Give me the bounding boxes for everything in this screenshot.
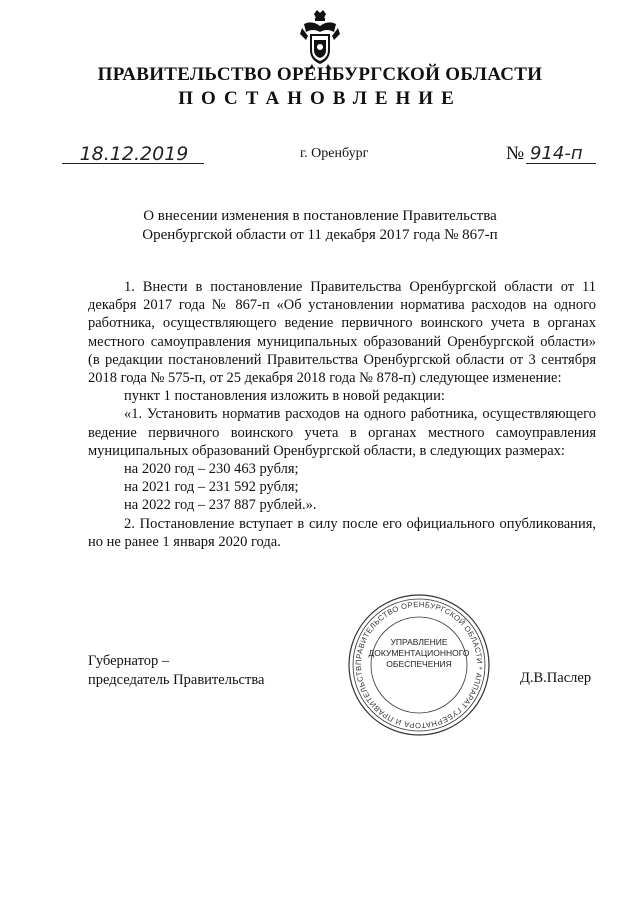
official-seal bbox=[347, 593, 491, 737]
document-subject bbox=[0, 207, 640, 245]
amount-line: на 2020 год – 230 463 рубля; bbox=[124, 461, 299, 478]
signatory-name: Д.В.Паслер bbox=[520, 670, 592, 686]
amount-line: на 2021 год – 231 592 рубля; bbox=[124, 479, 299, 496]
signatory-title bbox=[88, 652, 264, 689]
number-underline bbox=[526, 163, 596, 164]
subject-line: Оренбургской области от 11 декабря 2017 года № 867-п bbox=[142, 227, 498, 243]
handwritten-number: 914-п bbox=[530, 143, 583, 164]
paragraph: «1. Установить норматив расходов на одного работника, осуществляющего ведение первичного воинского учета в органах местного самоуправления муниципальных образований Оренбургской области, в следующих размерах: bbox=[88, 406, 596, 459]
number-label: № bbox=[506, 143, 525, 164]
document-body bbox=[88, 278, 596, 551]
paragraph: 2. Постановление вступает в силу после его официального опубликования, но не ранее 1 января 2020 года. bbox=[88, 515, 596, 550]
coat-of-arms-icon bbox=[300, 10, 340, 70]
paragraph: 1. Внести в постановление Правительства Оренбургской области от 11 декабря 2017 года № 867-п «Об установлении норматива расходов на одного работника, осуществляющего ведение первичного воинского учета в органах местного самоуправления муниципальных образований Оренбургской области» (в редакции постановлений Правительства Оренбургской области от 3 сентября 2018 года № 575-п, от 25 декабря 2018 года № 878-п) следующее изменение: bbox=[88, 279, 596, 387]
paragraph: пункт 1 постановления изложить в новой редакции: bbox=[124, 388, 445, 405]
organization-title: ПРАВИТЕЛЬСТВО ОРЕНБУРГСКОЙ ОБЛАСТИ bbox=[97, 64, 543, 85]
subject-line: О внесении изменения в постановление Правительства bbox=[143, 208, 497, 224]
seal-center-text bbox=[367, 637, 471, 670]
city: г. Оренбург bbox=[300, 146, 369, 161]
seal-ring-text: ПРАВИТЕЛЬСТВО ОРЕНБУРГСКОЙ ОБЛАСТИ * АППАРАТ ГУБЕРНАТОРА И ПРАВИТЕЛЬСТВ bbox=[353, 599, 485, 731]
signatory-title-line: Губернатор – bbox=[88, 653, 170, 669]
date-underline bbox=[62, 163, 204, 164]
handwritten-date: 18.12.2019 bbox=[79, 143, 189, 165]
signatory-title-line: председатель Правительства bbox=[88, 671, 265, 688]
seal-line: ДОКУМЕНТАЦИОННОГО bbox=[368, 648, 470, 658]
document-type: ПОСТАНОВЛЕНИЕ bbox=[178, 88, 462, 109]
seal-line: ОБЕСПЕЧЕНИЯ bbox=[386, 659, 452, 669]
seal-line: УПРАВЛЕНИЕ bbox=[390, 637, 448, 647]
document-header-row bbox=[0, 143, 640, 167]
amount-line: на 2022 год – 237 887 рублей.». bbox=[124, 497, 317, 514]
